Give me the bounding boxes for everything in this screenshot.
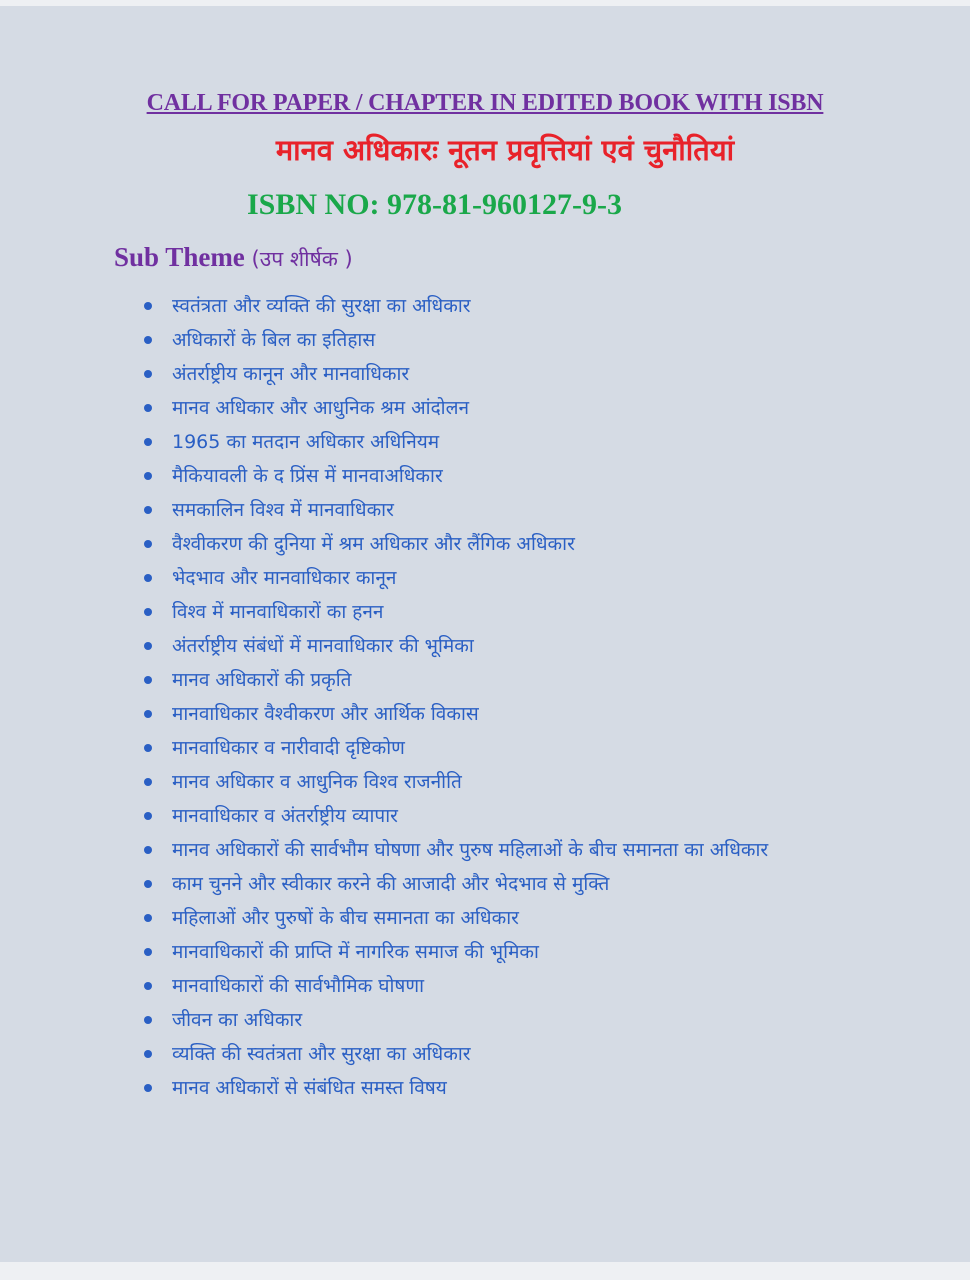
list-item-text: मानव अधिकारों की प्रकृति — [172, 669, 352, 691]
bullet-icon — [144, 336, 152, 344]
list-item — [140, 564, 820, 592]
list-item — [140, 904, 820, 932]
list-item-text: जीवन का अधिकार — [172, 1009, 303, 1031]
list-item-text: मानवाधिकारों की प्राप्ति में नागरिक समाज की भूमिका — [172, 941, 539, 963]
bullet-icon — [144, 642, 152, 650]
list-item — [140, 1006, 820, 1034]
list-item — [140, 972, 820, 1000]
bullet-icon — [144, 1084, 152, 1092]
bullet-icon — [144, 370, 152, 378]
list-item — [140, 1040, 820, 1068]
page-bottom-margin — [0, 1262, 970, 1280]
bullet-icon — [144, 676, 152, 684]
document-page — [0, 6, 970, 1262]
list-item — [140, 836, 820, 864]
bullet-icon — [144, 846, 152, 854]
bullet-icon — [144, 880, 152, 888]
bullet-icon — [144, 540, 152, 548]
list-item-text: वैश्वीकरण की दुनिया में श्रम अधिकार और लैंगिक अधिकार — [172, 533, 575, 555]
list-item — [140, 598, 820, 626]
sub-theme-label-hindi: (उप शीर्षक ) — [251, 247, 353, 271]
list-item-text: मानव अधिकारों से संबंधित समस्त विषय — [172, 1077, 447, 1099]
list-item-text: मानव अधिकार व आधुनिक विश्व राजनीति — [172, 771, 462, 793]
list-item-text: मानव अधिकारों की सार्वभौम घोषणा और पुरुष महिलाओं के बीच समानता का अधिकार — [172, 839, 769, 861]
list-item — [140, 428, 820, 456]
list-item-text: अंतर्राष्ट्रीय संबंधों में मानवाधिकार की भूमिका — [172, 635, 474, 657]
list-item-text: अधिकारों के बिल का इतिहास — [172, 329, 376, 351]
list-item — [140, 462, 820, 490]
list-item — [140, 870, 820, 898]
sub-theme-label: Sub Theme — [114, 242, 245, 272]
list-item — [140, 292, 820, 320]
isbn-number: ISBN NO: 978-81-960127-9-3 — [247, 188, 622, 221]
sub-theme-list — [140, 292, 820, 1108]
list-item — [140, 1074, 820, 1102]
list-item — [140, 802, 820, 830]
list-item-text: 1965 का मतदान अधिकार अधिनियम — [172, 431, 440, 453]
bullet-icon — [144, 914, 152, 922]
bullet-icon — [144, 744, 152, 752]
list-item — [140, 666, 820, 694]
list-item — [140, 938, 820, 966]
bullet-icon — [144, 302, 152, 310]
book-title: मानव अधिकारः नूतन प्रवृत्तियां एवं चुनौतियां — [275, 133, 735, 167]
list-item — [140, 700, 820, 728]
list-item-text: समकालिन विश्व में मानवाधिकार — [172, 499, 394, 521]
bullet-icon — [144, 574, 152, 582]
list-item-text: मानवाधिकार व अंतर्राष्ट्रीय व्यापार — [172, 805, 398, 827]
list-item-text: मानवाधिकारों की सार्वभौमिक घोषणा — [172, 975, 425, 997]
bullet-icon — [144, 982, 152, 990]
list-item-text: अंतर्राष्ट्रीय कानून और मानवाधिकार — [172, 363, 410, 385]
list-item-text: काम चुनने और स्वीकार करने की आजादी और भेदभाव से मुक्ति — [172, 873, 610, 895]
list-item-text: मानवाधिकार व नारीवादी दृष्टिकोण — [172, 737, 405, 759]
list-item-text: स्वतंत्रता और व्यक्ति की सुरक्षा का अधिकार — [172, 295, 471, 317]
list-item — [140, 530, 820, 558]
bullet-icon — [144, 778, 152, 786]
bullet-icon — [144, 1016, 152, 1024]
list-item — [140, 360, 820, 388]
list-item — [140, 496, 820, 524]
sub-theme-heading — [114, 242, 353, 273]
list-item-text: मानवाधिकार वैश्वीकरण और आर्थिक विकास — [172, 703, 479, 725]
call-for-paper-heading: CALL FOR PAPER / CHAPTER IN EDITED BOOK WITH ISBN — [146, 90, 824, 116]
list-item-text: मानव अधिकार और आधुनिक श्रम आंदोलन — [172, 397, 470, 419]
bullet-icon — [144, 710, 152, 718]
list-item — [140, 768, 820, 796]
list-item — [140, 326, 820, 354]
list-item-text: व्यक्ति की स्वतंत्रता और सुरक्षा का अधिकार — [172, 1043, 471, 1065]
list-item-text: महिलाओं और पुरुषों के बीच समानता का अधिकार — [172, 907, 519, 929]
bullet-icon — [144, 472, 152, 480]
bullet-icon — [144, 812, 152, 820]
list-item-text: मैकियावली के द प्रिंस में मानवाअधिकार — [172, 465, 443, 487]
bullet-icon — [144, 404, 152, 412]
list-item-text: भेदभाव और मानवाधिकार कानून — [172, 567, 397, 589]
bullet-icon — [144, 948, 152, 956]
list-item — [140, 632, 820, 660]
list-item — [140, 734, 820, 762]
bullet-icon — [144, 608, 152, 616]
bullet-icon — [144, 438, 152, 446]
bullet-icon — [144, 1050, 152, 1058]
list-item-text: विश्व में मानवाधिकारों का हनन — [172, 601, 384, 623]
bullet-icon — [144, 506, 152, 514]
list-item — [140, 394, 820, 422]
